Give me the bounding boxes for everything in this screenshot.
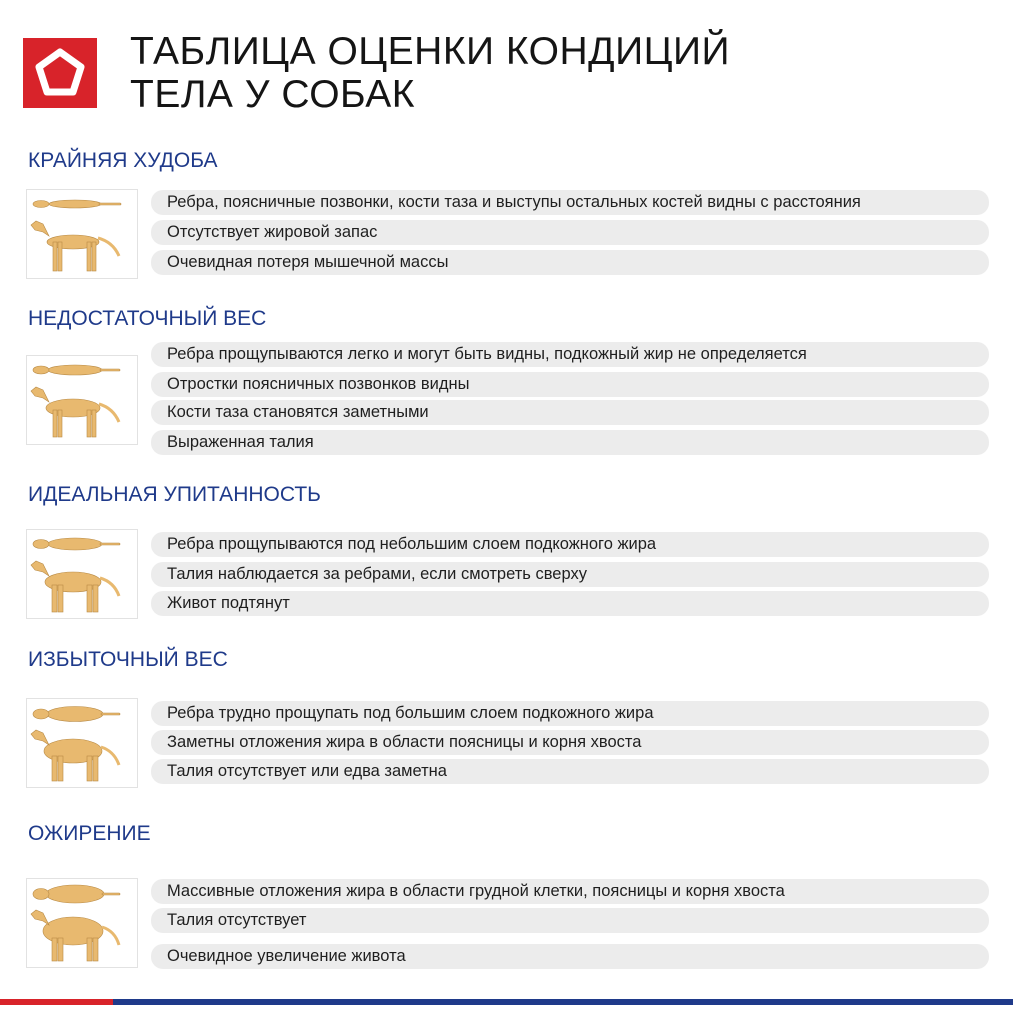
category-title: НЕДОСТАТОЧНЫЙ ВЕС bbox=[28, 307, 267, 330]
footer-accent-red bbox=[0, 999, 113, 1005]
criteria-item: Ребра прощупываются легко и могут быть видны, подкожный жир не определяется bbox=[151, 342, 989, 367]
criteria-item: Очевидное увеличение живота bbox=[151, 944, 989, 969]
criteria-item: Отсутствует жировой запас bbox=[151, 220, 989, 245]
criteria-item: Кости таза становятся заметными bbox=[151, 400, 989, 425]
overweight-dog-icon bbox=[26, 698, 138, 788]
criteria-item: Живот подтянут bbox=[151, 591, 989, 616]
criteria-item: Талия отсутствует или едва заметна bbox=[151, 759, 989, 784]
criteria-item: Талия наблюдается за ребрами, если смотреть сверху bbox=[151, 562, 989, 587]
obese-dog-icon bbox=[26, 878, 138, 968]
thin-dog-icon bbox=[26, 189, 138, 279]
ideal-dog-icon bbox=[26, 529, 138, 619]
category-title: ОЖИРЕНИЕ bbox=[28, 822, 151, 845]
criteria-item: Ребра, поясничные позвонки, кости таза и выступы остальных костей видны с расстояния bbox=[151, 190, 989, 215]
underweight-dog-icon bbox=[26, 355, 138, 445]
page-title-line-1: ТАБЛИЦА ОЦЕНКИ КОНДИЦИЙ bbox=[130, 30, 731, 73]
category-title: КРАЙНЯЯ ХУДОБА bbox=[28, 149, 218, 172]
footer-accent-blue bbox=[113, 999, 1013, 1005]
criteria-item: Заметны отложения жира в области поясницы и корня хвоста bbox=[151, 730, 989, 755]
category-title: ИДЕАЛЬНАЯ УПИТАННОСТЬ bbox=[28, 483, 321, 506]
criteria-item: Ребра трудно прощупать под большим слоем подкожного жира bbox=[151, 701, 989, 726]
page-title bbox=[130, 30, 730, 116]
criteria-item: Массивные отложения жира в области грудной клетки, поясницы и корня хвоста bbox=[151, 879, 989, 904]
category-title: ИЗБЫТОЧНЫЙ ВЕС bbox=[28, 648, 228, 671]
brand-logo bbox=[23, 38, 97, 108]
criteria-item: Отростки поясничных позвонков видны bbox=[151, 372, 989, 397]
criteria-item: Талия отсутствует bbox=[151, 908, 989, 933]
page-title-line-2: ТЕЛА У СОБАК bbox=[130, 73, 415, 116]
criteria-item: Очевидная потеря мышечной массы bbox=[151, 250, 989, 275]
criteria-item: Выраженная талия bbox=[151, 430, 989, 455]
criteria-item: Ребра прощупываются под небольшим слоем подкожного жира bbox=[151, 532, 989, 557]
pentagon-logo-icon bbox=[23, 38, 97, 108]
